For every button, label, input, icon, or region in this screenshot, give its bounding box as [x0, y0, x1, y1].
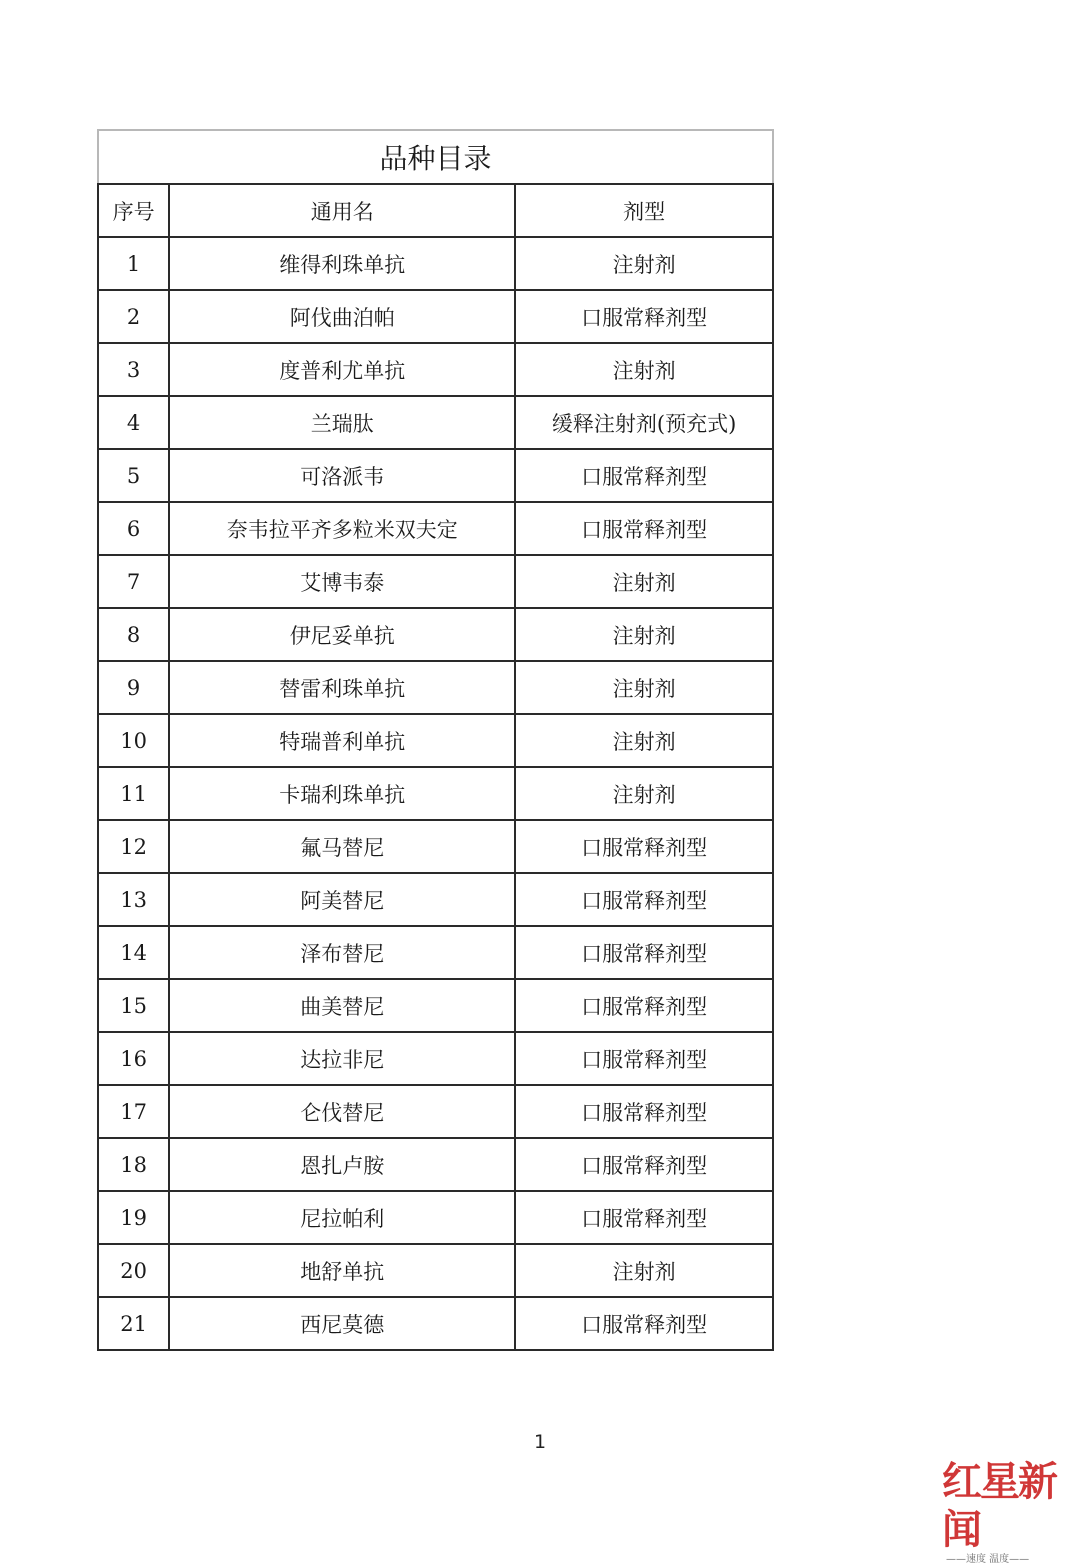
title-row [98, 130, 773, 184]
cell-no: 14 [98, 926, 169, 979]
cell-form: 口服常释剂型 [515, 820, 773, 873]
cell-name: 曲美替尼 [169, 979, 515, 1032]
table-row [98, 873, 773, 926]
cell-name: 阿美替尼 [169, 873, 515, 926]
table-body [98, 237, 773, 1350]
cell-no: 10 [98, 714, 169, 767]
cell-no: 5 [98, 449, 169, 502]
table-row [98, 1138, 773, 1191]
cell-no: 4 [98, 396, 169, 449]
table-row [98, 608, 773, 661]
cell-name: 维得利珠单抗 [169, 237, 515, 290]
table-row [98, 1244, 773, 1297]
cell-no: 21 [98, 1297, 169, 1350]
cell-no: 16 [98, 1032, 169, 1085]
table-row [98, 1032, 773, 1085]
cell-name: 恩扎卢胺 [169, 1138, 515, 1191]
table-row [98, 926, 773, 979]
table-row [98, 237, 773, 290]
cell-name: 卡瑞利珠单抗 [169, 767, 515, 820]
table-row [98, 1297, 773, 1350]
cell-no: 17 [98, 1085, 169, 1138]
cell-no: 13 [98, 873, 169, 926]
cell-no: 6 [98, 502, 169, 555]
watermark-tagline: ——速度 温度—— [946, 1554, 1030, 1565]
table-row [98, 767, 773, 820]
cell-form: 口服常释剂型 [515, 1085, 773, 1138]
cell-form: 口服常释剂型 [515, 502, 773, 555]
cell-name: 尼拉帕利 [169, 1191, 515, 1244]
cell-no: 15 [98, 979, 169, 1032]
table-row [98, 502, 773, 555]
page-number: 1 [533, 1431, 547, 1453]
cell-form: 口服常释剂型 [515, 290, 773, 343]
table-row [98, 555, 773, 608]
header-form: 剂型 [515, 184, 773, 237]
table-row [98, 290, 773, 343]
cell-form: 注射剂 [515, 1244, 773, 1297]
cell-name: 可洛派韦 [169, 449, 515, 502]
cell-name: 氟马替尼 [169, 820, 515, 873]
cell-name: 度普利尤单抗 [169, 343, 515, 396]
cell-no: 20 [98, 1244, 169, 1297]
cell-name: 泽布替尼 [169, 926, 515, 979]
cell-no: 9 [98, 661, 169, 714]
cell-form: 口服常释剂型 [515, 979, 773, 1032]
cell-name: 艾博韦泰 [169, 555, 515, 608]
cell-form: 口服常释剂型 [515, 1191, 773, 1244]
cell-no: 18 [98, 1138, 169, 1191]
cell-name: 仑伐替尼 [169, 1085, 515, 1138]
cell-name: 特瑞普利单抗 [169, 714, 515, 767]
cell-form: 注射剂 [515, 767, 773, 820]
table-row [98, 1191, 773, 1244]
table-row [98, 820, 773, 873]
cell-form: 注射剂 [515, 343, 773, 396]
cell-form: 口服常释剂型 [515, 926, 773, 979]
table-row [98, 714, 773, 767]
cell-no: 8 [98, 608, 169, 661]
cell-form: 注射剂 [515, 237, 773, 290]
cell-form: 注射剂 [515, 661, 773, 714]
cell-form: 口服常释剂型 [515, 1032, 773, 1085]
cell-no: 19 [98, 1191, 169, 1244]
cell-no: 11 [98, 767, 169, 820]
cell-form: 口服常释剂型 [515, 873, 773, 926]
table-row [98, 343, 773, 396]
cell-name: 替雷利珠单抗 [169, 661, 515, 714]
cell-no: 3 [98, 343, 169, 396]
catalog-table [97, 129, 774, 1351]
table-row [98, 396, 773, 449]
cell-name: 阿伐曲泊帕 [169, 290, 515, 343]
cell-form: 口服常释剂型 [515, 449, 773, 502]
cell-no: 12 [98, 820, 169, 873]
cell-form: 注射剂 [515, 555, 773, 608]
table-row [98, 661, 773, 714]
header-no: 序号 [98, 184, 169, 237]
header-row [98, 184, 773, 237]
cell-form: 缓释注射剂(预充式) [515, 396, 773, 449]
cell-form: 注射剂 [515, 608, 773, 661]
cell-no: 2 [98, 290, 169, 343]
cell-name: 伊尼妥单抗 [169, 608, 515, 661]
cell-name: 兰瑞肽 [169, 396, 515, 449]
header-name: 通用名 [169, 184, 515, 237]
table-row [98, 979, 773, 1032]
cell-name: 地舒单抗 [169, 1244, 515, 1297]
cell-name: 奈韦拉平齐多粒米双夫定 [169, 502, 515, 555]
cell-no: 1 [98, 237, 169, 290]
watermark-logo [942, 1458, 1074, 1565]
cell-form: 口服常释剂型 [515, 1297, 773, 1350]
watermark-logo-text: 红星新闻 [942, 1459, 1056, 1553]
table-row [98, 1085, 773, 1138]
cell-name: 达拉非尼 [169, 1032, 515, 1085]
table-title: 品种目录 [98, 130, 773, 184]
cell-no: 7 [98, 555, 169, 608]
cell-form: 口服常释剂型 [515, 1138, 773, 1191]
cell-form: 注射剂 [515, 714, 773, 767]
cell-name: 西尼莫德 [169, 1297, 515, 1350]
table-row [98, 449, 773, 502]
